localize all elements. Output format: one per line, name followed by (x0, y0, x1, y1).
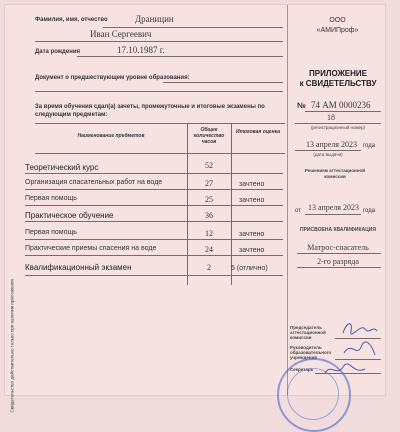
org-line-1: ООО (329, 17, 346, 24)
issue-date: 13 апреля 2023 (306, 140, 357, 149)
table-row-hours: 24 (205, 245, 213, 254)
surname-value: Драницин (135, 14, 174, 24)
dob-line (77, 56, 283, 57)
table-row-subject: Теоретический курс (25, 163, 99, 172)
appendix-title-1: ПРИЛОЖЕНИЕ (309, 69, 367, 78)
table-row-subject: Организация спасательных работ на воде (25, 179, 163, 186)
certificate-number: 74 АМ 0000236 (311, 100, 371, 110)
table-row-grade: 5 (отлично) (231, 265, 268, 272)
col-header-hours: Общее количество часов (193, 127, 225, 145)
table-row-grade: зачтено (239, 247, 265, 254)
prior-edu-line-1 (163, 82, 283, 83)
commission-decision: Решением аттестационной комиссии (305, 168, 365, 179)
table-row-hours: 36 (205, 211, 213, 220)
name-value: Иван Сергеевич (90, 29, 152, 39)
table-row-hours: 52 (205, 161, 213, 170)
issue-year-suffix: года (363, 143, 376, 149)
head-label: Руководитель образовательного учреждения (290, 345, 332, 360)
dob-value: 17.10.1987 г. (117, 45, 165, 55)
fio-label: Фамилия, имя, отчество (35, 17, 108, 23)
table-row-hours: 25 (205, 195, 213, 204)
table-row-subject: Практические приемы спасения на воде (25, 245, 157, 252)
org-line-2: «АМИПроф» (316, 27, 359, 34)
dob-label: Дата рождения (35, 49, 81, 55)
decision-date: 13 апреля 2023 (308, 203, 359, 212)
document-sheet (5, 5, 385, 413)
table-row-subject: Первая помощь (25, 195, 77, 202)
assigned-qualification-label: ПРИСВОЕНА КВАЛИФИКАЦИЯ (299, 227, 376, 233)
exams-intro: За время обучения сдал(а) зачеты, промежуточные и итоговые экзамены по следующим предметам: (35, 104, 265, 118)
col-header-subject: Наименование предметов (77, 133, 145, 139)
table-row-grade: зачтено (239, 231, 265, 238)
prior-education-label: Документ о предшествующем уровне образования: (35, 75, 190, 81)
table-row-grade: зачтено (239, 197, 265, 204)
number-prefix: № (297, 101, 306, 110)
side-note: Свидетельство действительно только при наличии приложения (9, 279, 15, 413)
decision-year-suffix: года (363, 208, 376, 214)
head-signature (341, 339, 377, 361)
column-divider (287, 5, 288, 395)
chair-signature (339, 317, 379, 339)
qualification-value: Матрос-спасатель (307, 243, 369, 252)
appendix-title-2: к СВИДЕТЕЛЬСТВУ (299, 79, 377, 88)
from-label: от (295, 208, 301, 214)
secretary-label: Секретарь (290, 367, 314, 372)
col-header-grade: Итоговая оценка (236, 129, 280, 135)
prior-edu-line-2 (35, 91, 283, 92)
reg-caption: (регистрационный номер) (310, 125, 366, 130)
date-caption: (дата выдачи) (313, 152, 343, 157)
table-row-hours: 2 (207, 263, 211, 272)
table-row-hours: 12 (205, 229, 213, 238)
table-row-hours: 27 (205, 179, 213, 188)
table-row-subject: Первая помощь (25, 229, 77, 236)
organization-stamp (277, 358, 351, 432)
name-line (35, 41, 283, 42)
chair-label: Председатель аттестационной комиссии (290, 325, 326, 340)
registration-number: 18 (327, 113, 335, 122)
table-row-grade: зачтено (239, 181, 265, 188)
surname-line (103, 27, 283, 28)
rank-value: 2-го разряда (317, 257, 359, 266)
table-row-subject: Квалификационный экзамен (25, 263, 132, 272)
table-row-subject: Практическое обучение (25, 211, 114, 220)
